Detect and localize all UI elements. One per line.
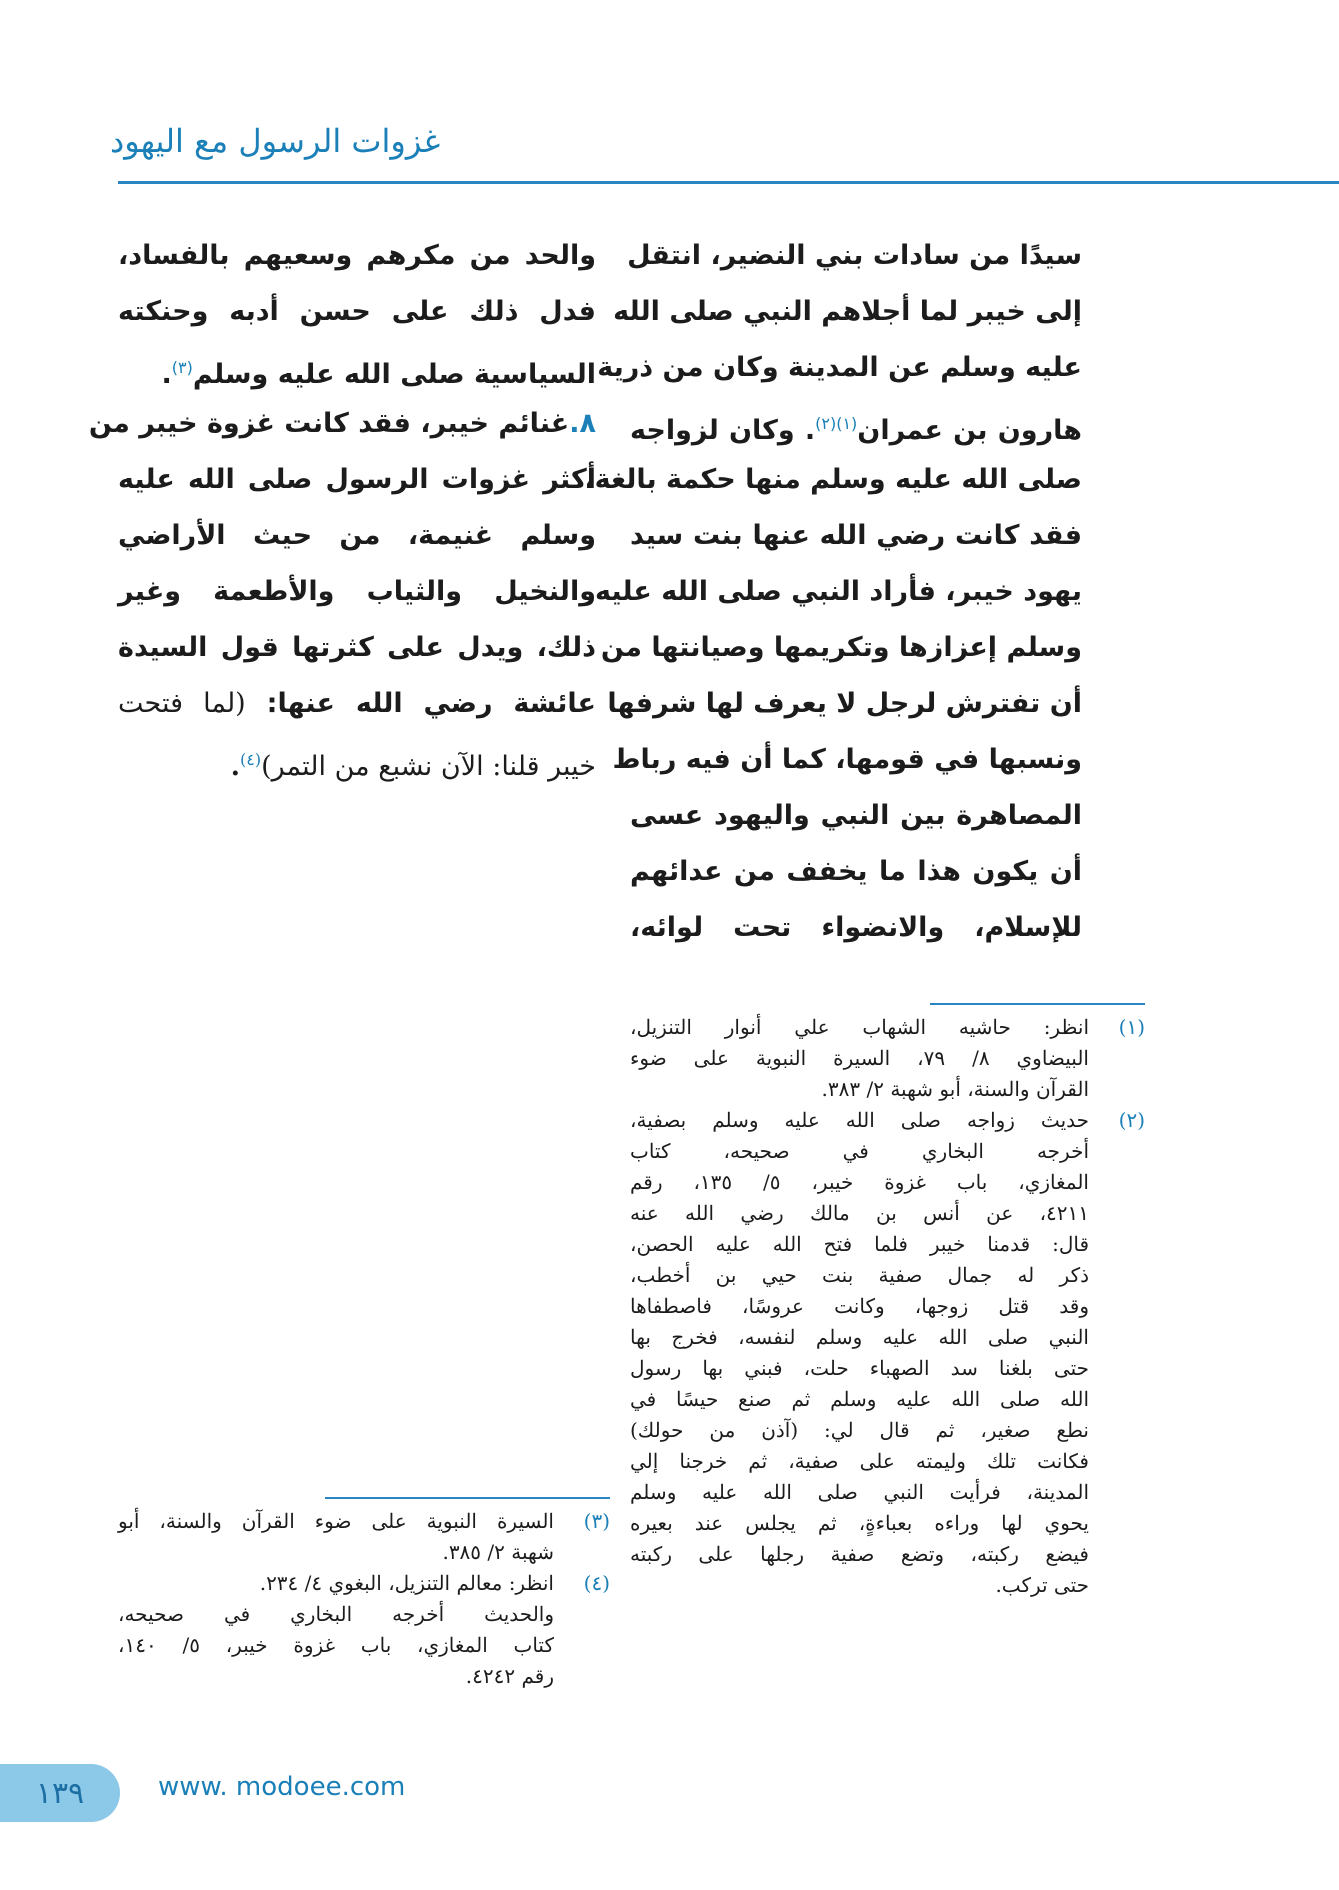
footnote-ref[interactable]: (٣) (171, 358, 193, 377)
footnote-line: انظر: حاشيه الشهاب علي أنوار التنزيل، (630, 1015, 1089, 1039)
body-line: المصاهرة بين النبي واليهود عسى (630, 800, 1082, 831)
footnote-1 (630, 1012, 1145, 1105)
footnote-line: قال: قدمنا خيبر فلما فتح الله عليه الحصن، (630, 1232, 1089, 1256)
footnote-line: ٤٢١١، عن أنس بن مالك رضي الله عنه (630, 1201, 1089, 1225)
footnote-line: يحوي لها وراءه بعباءةٍ، ثم يجلس عند بعيره (630, 1511, 1089, 1535)
body-text: عائشة رضي الله عنها: (266, 688, 596, 719)
body-line: صلى الله عليه وسلم منها حكمة بالغة، (584, 464, 1082, 495)
body-line (118, 340, 596, 396)
footnote-ref[interactable]: (٤) (240, 750, 262, 769)
footnote-ref[interactable]: (١)(٢) (815, 414, 858, 433)
header-rule (118, 181, 1339, 184)
list-item-8 (88, 396, 596, 452)
footnote-2 (630, 1105, 1145, 1601)
footnote-line: رقم ٤٢٤٢. (465, 1664, 554, 1688)
website-link[interactable]: www. modoee.com (158, 1772, 406, 1802)
body-column-right (584, 228, 1082, 956)
body-line: ذلك، ويدل على كثرتها قول السيدة (118, 632, 596, 663)
footnote-line: كتاب المغازي، باب غزوة خيبر، ٥/ ١٤٠، (118, 1633, 554, 1657)
body-column-left (88, 228, 596, 788)
footnote-line: أخرجه البخاري في صحيحه، كتاب (630, 1139, 1089, 1163)
list-number: ٨. (569, 408, 596, 439)
footnote-line: شهبة ٢/ ٣٨٥. (442, 1540, 554, 1564)
footnote-line: السيرة النبوية على ضوء القرآن والسنة، أبو (118, 1509, 554, 1533)
footnote-mark: (٤) (583, 1571, 610, 1595)
body-line: أكثر غزوات الرسول صلى الله عليه (118, 464, 596, 495)
footnote-line: حتى بلغنا سد الصهباء حلت، فبني بها رسول (630, 1356, 1089, 1380)
body-line (118, 676, 596, 732)
footnote-mark: (٢) (1118, 1108, 1145, 1132)
body-line: فدل ذلك على حسن أدبه وحنكته (118, 296, 596, 327)
footnote-line: فكانت تلك وليمته على صفية، ثم خرجنا إلي (630, 1449, 1089, 1473)
body-text: غنائم خيبر، فقد كانت غزوة خيبر من (88, 408, 570, 439)
body-line: والحد من مكرهم وسعيهم بالفساد، (118, 240, 596, 271)
body-line: وسلم غنيمة، من حيث الأراضي (118, 520, 596, 551)
footnote-line: فيضع ركبته، وتضع صفية رجلها على ركبته (630, 1542, 1089, 1566)
footnote-rule-left (325, 1497, 610, 1499)
footnote-line: وقد قتل زوجها، وكانت عروسًا، فاصطفاها (630, 1294, 1089, 1318)
body-line: أن تفترش لرجل لا يعرف لها شرفها (607, 688, 1082, 719)
page-number: ١٣٩ (35, 1775, 85, 1811)
footnote-4 (118, 1568, 610, 1692)
body-line: والنخيل والثياب والأطعمة وغير (118, 576, 596, 607)
running-header-title: غزوات الرسول مع اليهود (110, 122, 441, 160)
quote-text: خيبر قلنا: الآن نشبع من التمر) (261, 751, 596, 782)
body-line: للإسلام، والانضواء تحت لوائه، (630, 912, 1082, 943)
footnote-line: ذكر له جمال صفية بنت حيي بن أخطب، (630, 1263, 1089, 1287)
quote-text: (لما فتحت (118, 688, 246, 719)
body-line: إلى خيبر لما أجلاهم النبي صلى الله (613, 296, 1082, 327)
body-line: يهود خيبر، فأراد النبي صلى الله عليه (594, 576, 1082, 607)
footnote-line: البيضاوي ٨/ ٧٩، السيرة النبوية على ضوء (630, 1046, 1089, 1070)
footnotes-left (118, 1506, 610, 1692)
body-line (118, 732, 596, 788)
footnote-line: حديث زواجه صلى الله عليه وسلم بصفية، (630, 1108, 1089, 1132)
body-text: . (230, 751, 241, 782)
body-line: فقد كانت رضي الله عنها بنت سيد (630, 520, 1082, 551)
footnote-line: والحديث أخرجه البخاري في صحيحه، (118, 1602, 554, 1626)
body-line: عليه وسلم عن المدينة وكان من ذرية (597, 352, 1082, 383)
body-line (630, 396, 1082, 452)
body-text: هارون بن عمران (857, 415, 1082, 446)
body-text: . (161, 359, 172, 390)
footnote-line: المدينة، فرأيت النبي صلى الله عليه وسلم (630, 1480, 1089, 1504)
body-text: السياسية صلى الله عليه وسلم (192, 359, 596, 390)
footnote-mark: (٣) (583, 1509, 610, 1533)
footnote-line: النبي صلى الله عليه وسلم لنفسه، فخرج بها (630, 1325, 1089, 1349)
body-line: أن يكون هذا ما يخفف من عدائهم (630, 856, 1082, 887)
footnotes-right (630, 1012, 1145, 1601)
footnote-line: الله صلى الله عليه وسلم ثم صنع حيسًا في (630, 1387, 1089, 1411)
footnote-rule-right (930, 1003, 1145, 1005)
footnote-line: المغازي، باب غزوة خيبر، ٥/ ١٣٥، رقم (630, 1170, 1089, 1194)
body-text: . وكان لزواجه (630, 415, 816, 446)
footnote-line: القرآن والسنة، أبو شهبة ٢/ ٣٨٣. (821, 1077, 1089, 1101)
footnote-line: نطع صغير، ثم قال لي: (آذن من حولك) (630, 1418, 1089, 1442)
page-number-badge (0, 1764, 120, 1822)
footnote-3 (118, 1506, 610, 1568)
footnote-line: انظر: معالم التنزيل، البغوي ٤/ ٢٣٤. (259, 1571, 554, 1595)
body-line: ونسبها في قومها، كما أن فيه رباط (612, 744, 1082, 775)
footnote-mark: (١) (1118, 1015, 1145, 1039)
body-line: سيدًا من سادات بني النضير، انتقل (627, 240, 1082, 271)
body-line: وسلم إعزازها وتكريمها وصيانتها من (600, 632, 1082, 663)
footnote-line: حتى تركب. (995, 1573, 1089, 1597)
